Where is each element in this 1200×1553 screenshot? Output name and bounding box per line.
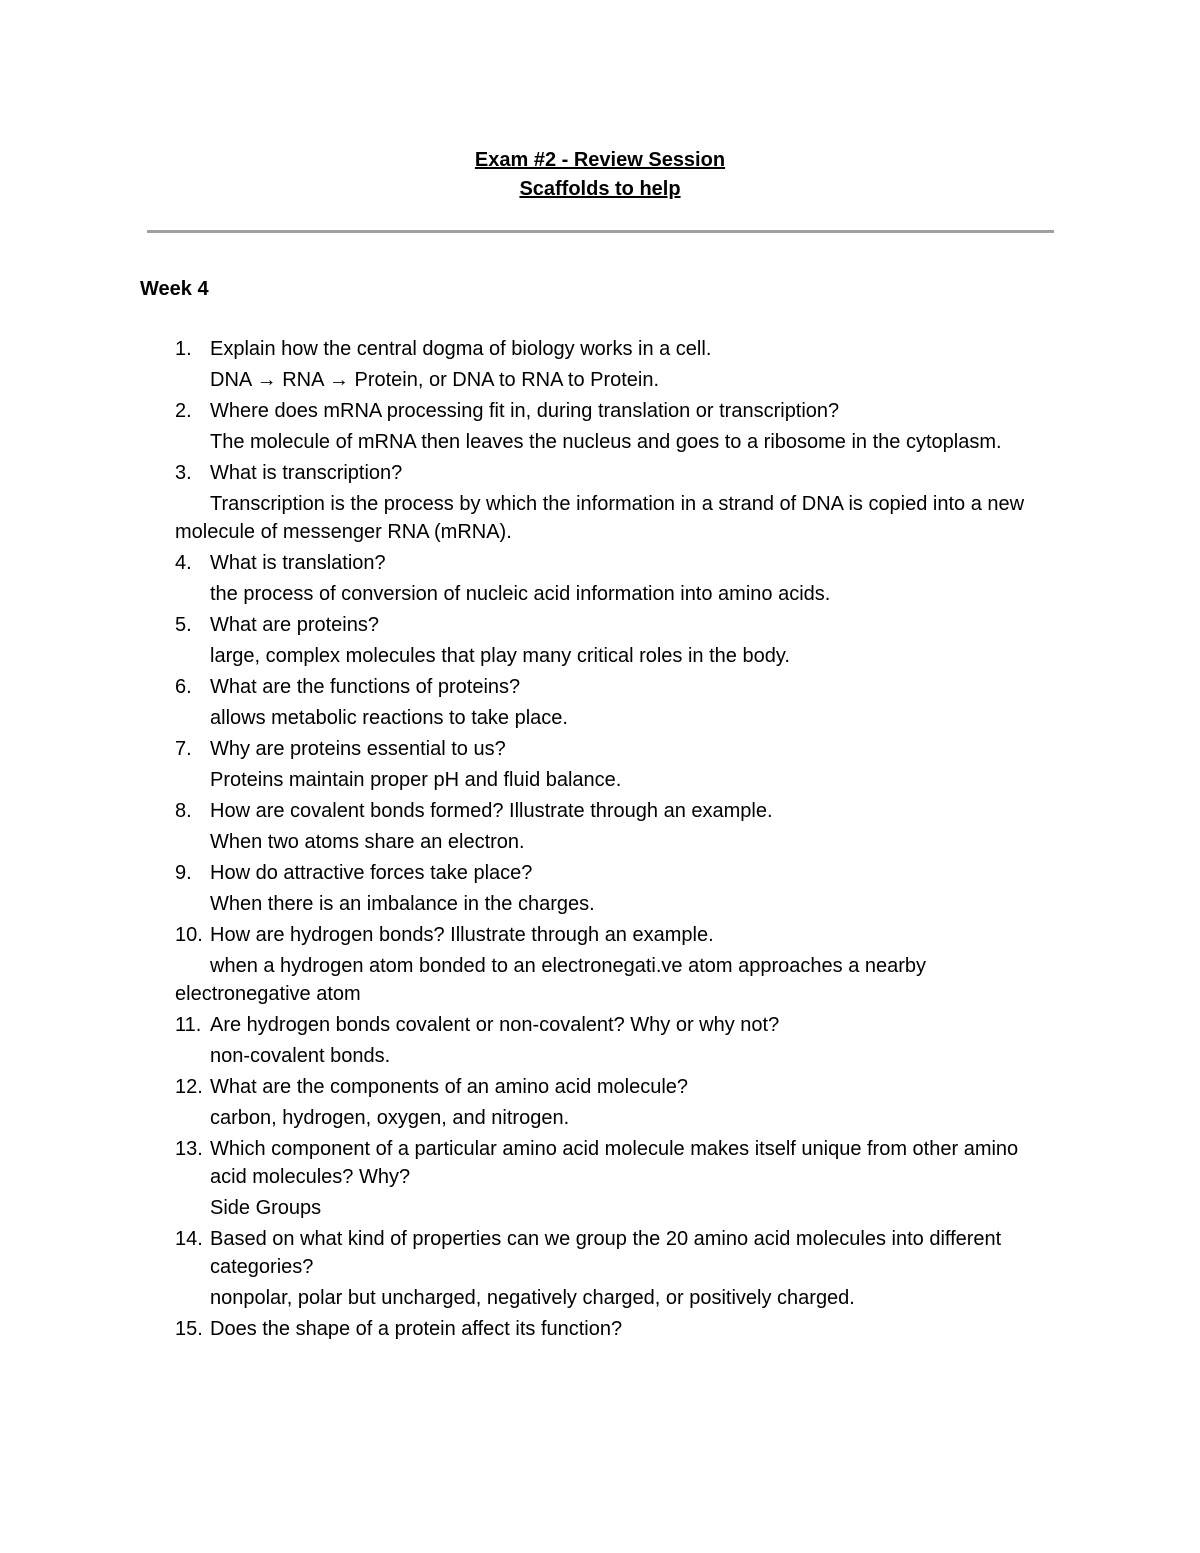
question-item — [175, 1011, 1055, 1070]
question-item — [175, 459, 1055, 546]
question-text — [175, 335, 1055, 363]
question-item — [175, 335, 1055, 394]
question-number: 9. — [175, 862, 192, 884]
question-label: Explain how the central dogma of biology works in a cell. — [210, 338, 712, 360]
question-item — [175, 549, 1055, 608]
question-text — [175, 1011, 1055, 1039]
document-title: Exam #2 - Review Session — [474, 149, 726, 171]
answer-text: carbon, hydrogen, oxygen, and nitrogen. — [210, 1107, 570, 1129]
question-label: How are hydrogen bonds? Illustrate through an example. — [210, 924, 714, 946]
question-text — [175, 459, 1055, 487]
question-number: 1. — [175, 338, 192, 360]
answer-text: When two atoms share an electron. — [210, 831, 525, 853]
question-number: 12. — [175, 1076, 203, 1098]
question-number: 8. — [175, 800, 192, 822]
question-item — [175, 1135, 1055, 1222]
question-item — [175, 1315, 1055, 1343]
question-item — [175, 673, 1055, 732]
question-item — [175, 1073, 1055, 1132]
document-header — [0, 146, 1200, 204]
question-item — [175, 611, 1055, 670]
answer-text: Side Groups — [210, 1197, 322, 1219]
question-label: What is translation? — [210, 552, 386, 574]
question-text — [175, 1135, 1055, 1191]
answer-text: large, complex molecules that play many critical roles in the body. — [210, 645, 790, 667]
question-number: 14. — [175, 1228, 203, 1250]
question-text — [175, 673, 1055, 701]
question-number: 13. — [175, 1138, 203, 1160]
question-text — [175, 859, 1055, 887]
answer-text: The molecule of mRNA then leaves the nucleus and goes to a ribosome in the cytoplasm. — [210, 431, 1002, 453]
question-number: 11. — [175, 1014, 202, 1036]
answer-text: DNA → RNA → Protein, or DNA to RNA to Protein. — [210, 369, 660, 391]
question-text — [175, 611, 1055, 639]
question-text — [175, 397, 1055, 425]
answer-text: allows metabolic reactions to take place. — [210, 707, 568, 729]
horizontal-divider — [147, 230, 1054, 233]
answer-text: When there is an imbalance in the charges. — [210, 893, 595, 915]
question-number: 6. — [175, 676, 192, 698]
question-item — [175, 735, 1055, 794]
question-list — [175, 335, 1055, 1346]
question-label: What are the components of an amino acid molecule? — [210, 1076, 689, 1098]
question-number: 15. — [175, 1318, 203, 1340]
question-text — [175, 1315, 1055, 1343]
question-number: 4. — [175, 552, 192, 574]
question-item — [175, 397, 1055, 456]
document-subtitle: Scaffolds to help — [519, 178, 681, 200]
question-item — [175, 797, 1055, 856]
section-heading: Week 4 — [140, 278, 209, 300]
question-number: 7. — [175, 738, 192, 760]
question-number: 10. — [175, 924, 203, 946]
question-label: How are covalent bonds formed? Illustrate through an example. — [210, 800, 773, 822]
question-text — [175, 549, 1055, 577]
question-label: Are hydrogen bonds covalent or non-covalent? Why or why not? — [210, 1014, 780, 1036]
question-label: Where does mRNA processing fit in, during translation or transcription? — [210, 400, 840, 422]
question-label: How do attractive forces take place? — [210, 862, 533, 884]
answer-text: Transcription is the process by which the information in a strand of DNA is copied into a new molecule of messenger RNA (mRNA). — [175, 493, 1025, 543]
question-label: What are the functions of proteins? — [210, 676, 521, 698]
question-item — [175, 1225, 1055, 1312]
question-text — [175, 797, 1055, 825]
question-text — [175, 1225, 1055, 1281]
answer-text: when a hydrogen atom bonded to an electronegati.ve atom approaches a nearby electronegative atom — [175, 955, 927, 1005]
answer-text: Proteins maintain proper pH and fluid balance. — [210, 769, 622, 791]
question-item — [175, 921, 1055, 1008]
question-label: What is transcription? — [210, 462, 403, 484]
question-label: Which component of a particular amino acid molecule makes itself unique from other amino acid molecules? Why? — [210, 1138, 1019, 1188]
question-item — [175, 859, 1055, 918]
question-number: 5. — [175, 614, 192, 636]
answer-text: non-covalent bonds. — [210, 1045, 391, 1067]
answer-text: nonpolar, polar but uncharged, negatively charged, or positively charged. — [210, 1287, 855, 1309]
question-text — [175, 921, 1055, 949]
answer-text: the process of conversion of nucleic acid information into amino acids. — [210, 583, 831, 605]
question-label: Does the shape of a protein affect its function? — [210, 1318, 623, 1340]
question-label: What are proteins? — [210, 614, 379, 636]
question-text — [175, 735, 1055, 763]
question-number: 3. — [175, 462, 192, 484]
question-number: 2. — [175, 400, 192, 422]
question-text — [175, 1073, 1055, 1101]
question-label: Why are proteins essential to us? — [210, 738, 506, 760]
question-label: Based on what kind of properties can we group the 20 amino acid molecules into different categories? — [210, 1228, 1002, 1278]
